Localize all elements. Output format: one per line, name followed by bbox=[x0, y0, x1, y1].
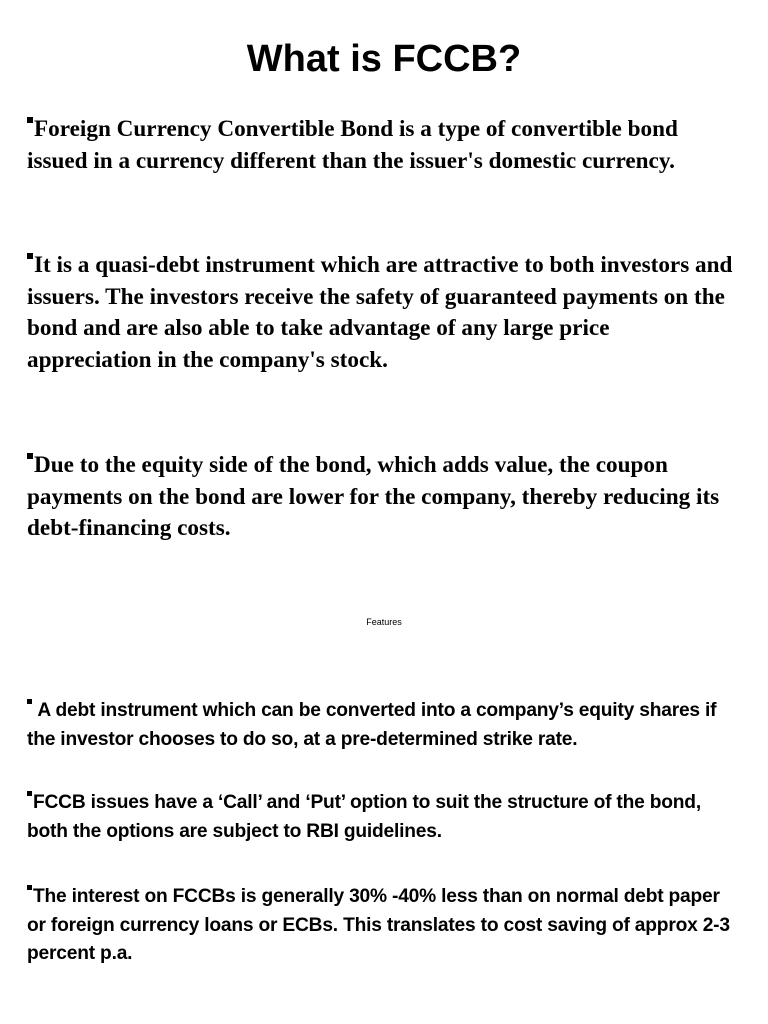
feature-item-conversion bbox=[27, 697, 739, 754]
page-title: What is FCCB? bbox=[246, 38, 522, 80]
quasi-debt-paragraph bbox=[27, 250, 739, 376]
feature-item-call-put bbox=[27, 789, 739, 846]
square-bullet-icon bbox=[27, 885, 32, 890]
features-heading: Features bbox=[366, 617, 402, 627]
paragraph-text: Foreign Currency Convertible Bond is a type of convertible bond issued in a currency different than the issuer's domestic currency. bbox=[27, 116, 678, 174]
square-bullet-icon bbox=[27, 699, 32, 704]
feature-text: The interest on FCCBs is generally 30% -40% less than on normal debt paper or foreign currency loans or ECBs. This translates to cost saving of approx 2-3 percent p.a. bbox=[27, 886, 730, 964]
definition-paragraph bbox=[27, 114, 739, 177]
feature-text: FCCB issues have a ‘Call’ and ‘Put’ option to suit the structure of the bond, both the options are subject to RBI guidelines. bbox=[27, 792, 701, 842]
square-bullet-icon bbox=[27, 791, 32, 796]
feature-text: A debt instrument which can be converted into a company’s equity shares if the investor chooses to do so, at a pre-determined strike rate. bbox=[27, 700, 717, 750]
feature-item-interest bbox=[27, 883, 739, 969]
paragraph-text: Due to the equity side of the bond, which adds value, the coupon payments on the bond are lower for the company, thereby reducing its debt-financing costs. bbox=[27, 452, 720, 541]
paragraph-text: It is a quasi-debt instrument which are attractive to both investors and issuers. The investors receive the safety of guaranteed payments on the bond and are also able to take advantage of any large price appreciation in the company's stock. bbox=[27, 252, 733, 373]
equity-side-paragraph bbox=[27, 450, 739, 545]
square-bullet-icon bbox=[27, 453, 33, 459]
square-bullet-icon bbox=[27, 253, 33, 259]
square-bullet-icon bbox=[27, 117, 33, 123]
